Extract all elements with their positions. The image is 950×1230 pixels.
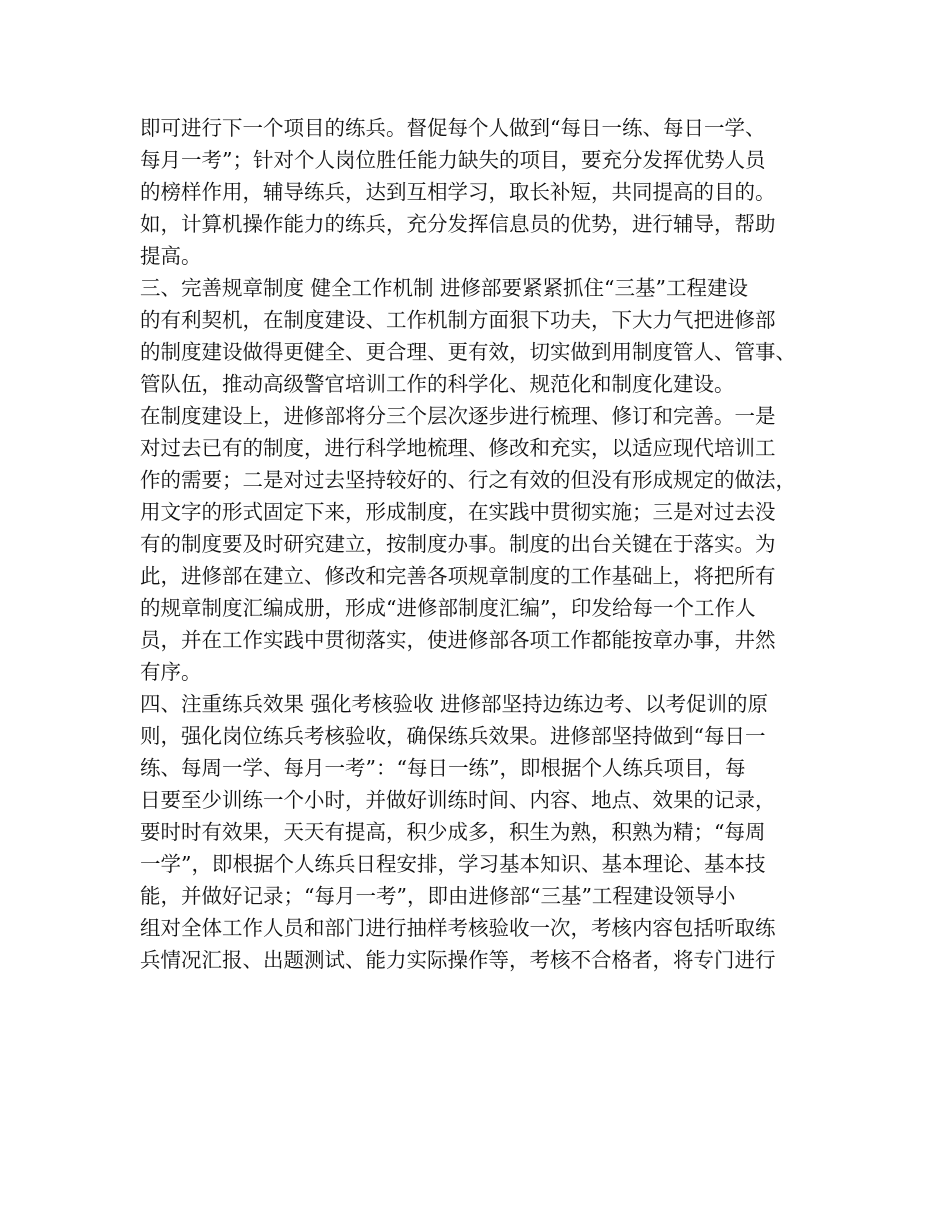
text-line: 对过去已有的制度，进行科学地梳理、修改和充实，以适应现代培训工 xyxy=(140,436,776,460)
text-line: 能，并做好记录；“每月一考”，即由进修部“三基”工程建设领导小 xyxy=(140,884,736,908)
text-line: 的榜样作用，辅导练兵，达到互相学习，取长补短，共同提高的目的。 xyxy=(140,180,776,204)
text-line: 此，进修部在建立、修改和完善各项规章制度的工作基础上，将把所有 xyxy=(140,564,776,588)
section-heading-line: 三、完善规章制度 健全工作机制 进修部要紧紧抓住“三基”工程建设 xyxy=(140,276,748,300)
text-line: 员，并在工作实践中贯彻落实，使进修部各项工作都能按章办事，井然 xyxy=(140,628,776,652)
text-line: 一学”，即根据个人练兵日程安排，学习基本知识、基本理论、基本技 xyxy=(140,852,766,876)
text-line: 作的需要；二是对过去坚持较好的、行之有效的但没有形成规定的做法， xyxy=(140,468,796,492)
text-line: 日要至少训练一个小时，并做好训练时间、内容、地点、效果的记录， xyxy=(140,788,776,812)
text-line: 管队伍，推动高级警官培训工作的科学化、规范化和制度化建设。 xyxy=(140,372,735,396)
text-line: 用文字的形式固定下来，形成制度，在实践中贯彻实施；三是对过去没 xyxy=(140,500,776,524)
text-line: 要时时有效果，天天有提高，积少成多，积生为熟，积熟为精；“每周 xyxy=(140,820,766,844)
text-line: 提高。 xyxy=(140,244,202,268)
document-body xyxy=(140,112,820,976)
text-line: 兵情况汇报、出题测试、能力实际操作等，考核不合格者，将专门进行 xyxy=(140,948,776,972)
text-line: 如，计算机操作能力的练兵，充分发挥信息员的优势，进行辅导，帮助 xyxy=(140,212,776,236)
text-line: 即可进行下一个项目的练兵。督促每个人做到“每日一练、每日一学、 xyxy=(140,116,766,140)
text-line: 则，强化岗位练兵考核验收，确保练兵效果。进修部坚持做到“每日一 xyxy=(140,724,766,748)
text-line: 在制度建设上，进修部将分三个层次逐步进行梳理、修订和完善。一是 xyxy=(140,404,776,428)
text-line: 练、每周一学、每月一考”：“每日一练”，即根据个人练兵项目，每 xyxy=(140,756,746,780)
text-line: 的规章制度汇编成册，形成“进修部制度汇编”，印发给每一个工作人 xyxy=(140,596,756,620)
text-line: 有序。 xyxy=(140,660,202,684)
text-line: 的制度建设做得更健全、更合理、更有效，切实做到用制度管人、管事、 xyxy=(140,340,796,364)
text-line: 每月一考”；针对个人岗位胜任能力缺失的项目，要充分发挥优势人员 xyxy=(140,148,766,172)
text-line: 组对全体工作人员和部门进行抽样考核验收一次，考核内容包括听取练 xyxy=(140,916,776,940)
text-line: 有的制度要及时研究建立，按制度办事。制度的出台关键在于落实。为 xyxy=(140,532,776,556)
section-heading-line: 四、注重练兵效果 强化考核验收 进修部坚持边练边考、以考促训的原 xyxy=(140,692,769,716)
text-line: 的有利契机，在制度建设、工作机制方面狠下功夫，下大力气把进修部 xyxy=(140,308,776,332)
